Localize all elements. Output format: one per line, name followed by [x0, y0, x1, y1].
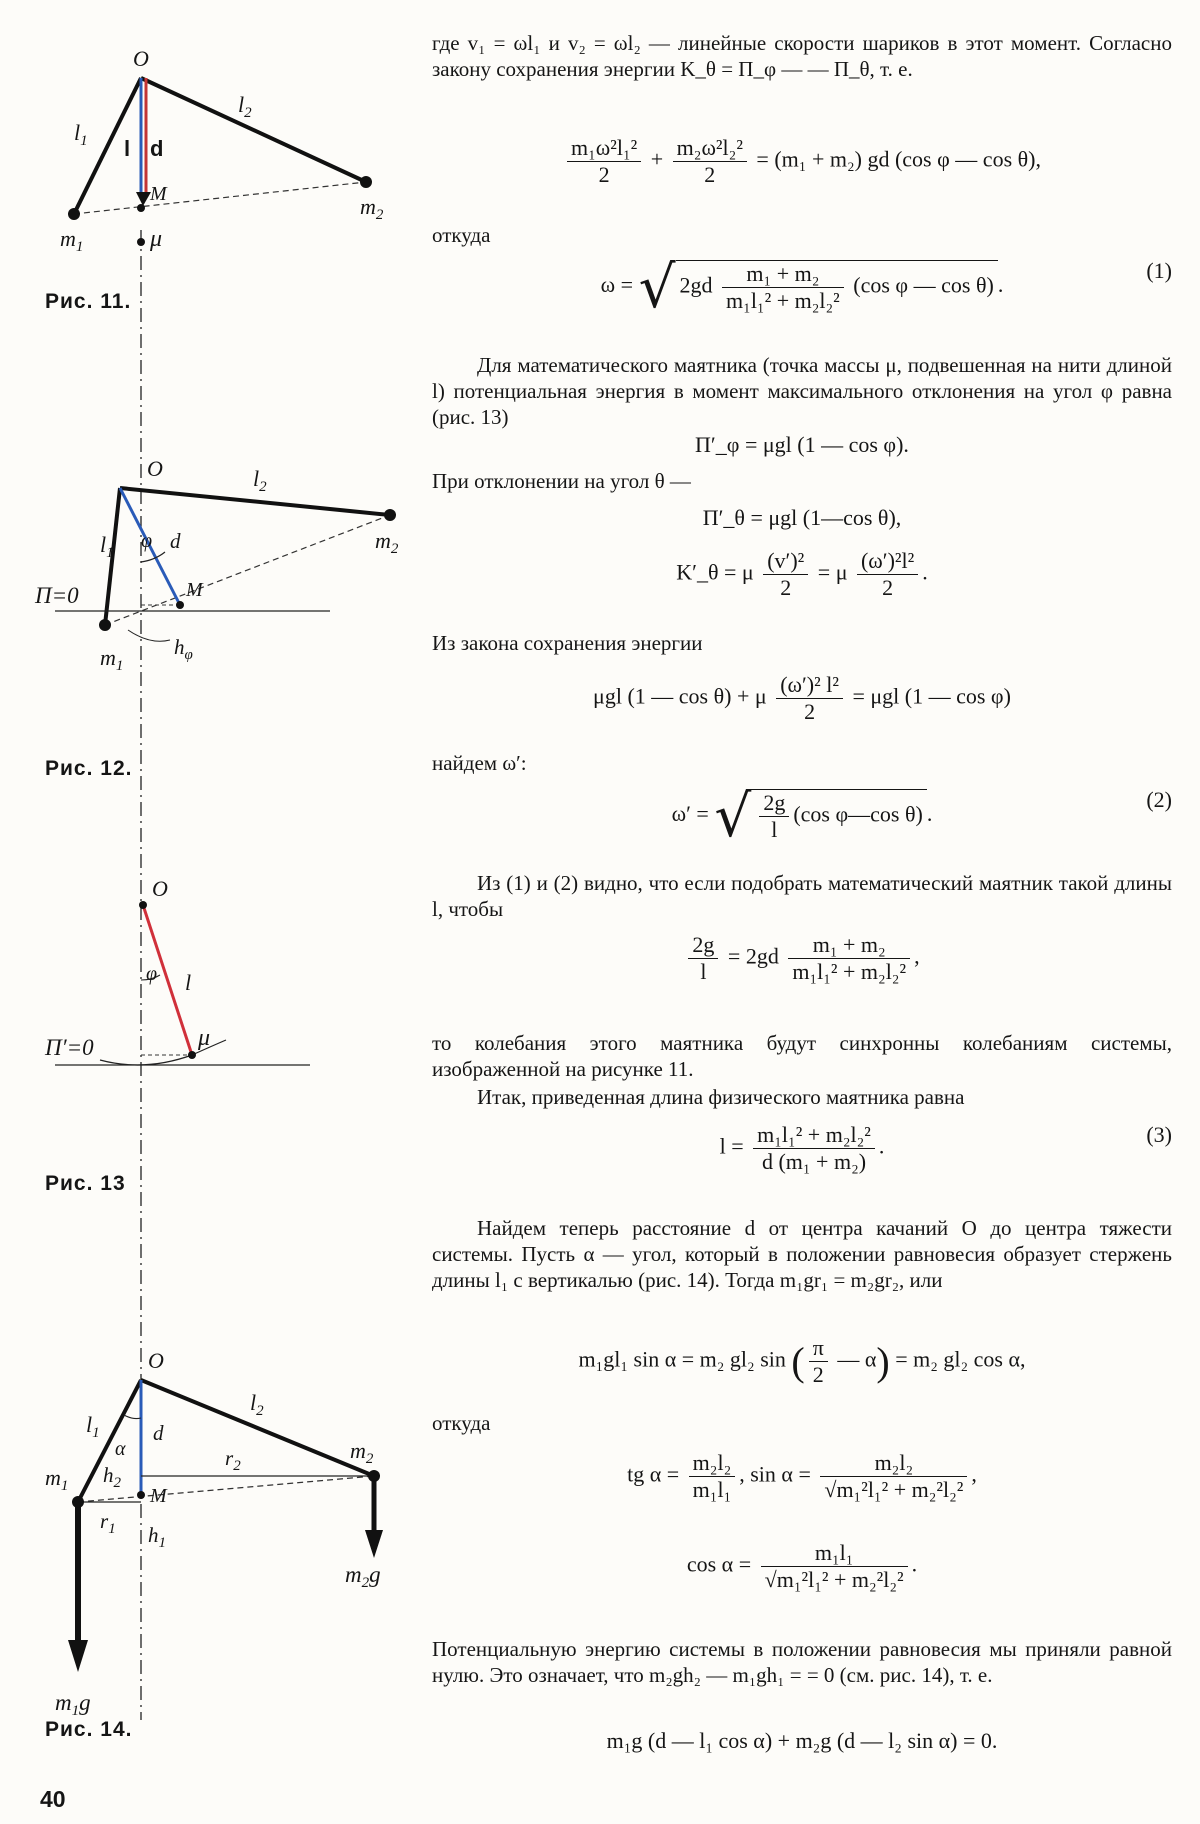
- point-M: [137, 204, 145, 212]
- label-l1: $l_1$: [74, 120, 88, 149]
- mass-m1: [99, 619, 111, 631]
- equation-1: ω = √ 2gd $\frac{\text{m₁ + m₂}}{\text{m₁l₁² + m₂l₂²}}$ (cos φ — cos θ) . (1): [600, 253, 1172, 321]
- rod-l2: [120, 488, 390, 515]
- dashed-line: [74, 182, 366, 214]
- paragraph-3: При отклонении на угол θ —: [432, 469, 691, 493]
- rod-l2: [141, 78, 366, 182]
- label-l1: $l_1$: [100, 532, 114, 561]
- alpha-arc: [124, 1415, 141, 1419]
- label-O: O: [152, 876, 168, 901]
- point-O: [139, 901, 147, 909]
- paragraph-10: Потенциальную энергию системы в положении равновесия мы приняли равной нулю. Это означает, что m₂gh₂ — m₁gh₁ = = 0 (см. рис. 14), т. е.: [432, 1637, 1172, 1687]
- label-zero-level: П′=0: [45, 1035, 94, 1060]
- word-otkuda-2: откуда: [432, 1411, 491, 1435]
- word-otkuda-1: откуда: [432, 223, 491, 247]
- label-d-bold: d: [150, 136, 164, 161]
- figures-svg: [0, 0, 400, 1824]
- page-number: 40: [40, 1786, 66, 1812]
- label-O: O: [147, 456, 163, 481]
- equation-2: ω′ = √ $\frac{2g}{l}$ (cos φ—cos θ) . (2): [671, 782, 1172, 850]
- equation-energy: $\frac{\text{m₁ω²l₁²}}{2}$ + $\frac{\text{m₂ω²l₂²}}{2}$ = (m₁ + m₂) gd (cos φ — cos θ),: [432, 135, 1172, 188]
- mass-m2: [384, 509, 396, 521]
- equation-torque: m₁gl₁ sin α = m₂ gl₂ sin ( $\frac{\pi}{2}$ — α) = m₂ gl₂ cos α,: [578, 1335, 1026, 1387]
- h-pointer: [128, 630, 170, 641]
- equation-final: m₁g (d — l₁ cos α) + m₂g (d — l₂ sin α) = 0.: [606, 1728, 998, 1753]
- rod-l2: [141, 1380, 374, 1476]
- equation-cos: cos α = $\frac{\text{m₁l₁}}{\text{√m₁²l₁² + m₂²l₂²}}$ .: [686, 1540, 918, 1592]
- figures-column: [0, 0, 400, 1824]
- label-mu: μ: [198, 1025, 211, 1051]
- label-h1: $h_1$: [148, 1523, 166, 1551]
- label-m2: $m_2$: [350, 1438, 374, 1467]
- caption-fig11: Рис. 11.: [45, 290, 132, 313]
- label-r1: $r_1$: [100, 1509, 116, 1537]
- point-mu: [137, 238, 145, 246]
- equation-tg-sin: tg α = $\frac{\text{m₂l₂}}{\text{m₁l₁}}$ , sin α = $\frac{\text{m₂l₂}}{\text{√m₁²l₁² + m₂²l₂²}}$ ,: [627, 1450, 977, 1502]
- figure-14: [45, 1348, 383, 1719]
- paragraph-5: найдем ω′:: [432, 751, 527, 775]
- caption-fig14: Рис. 14.: [45, 1718, 133, 1741]
- label-phi: φ: [141, 530, 153, 552]
- arrow-head: [136, 192, 151, 206]
- paragraph-4: Из закона сохранения энергии: [432, 631, 703, 655]
- equation-number-3: (3): [1146, 1122, 1172, 1147]
- label-d: d: [153, 1421, 164, 1445]
- force-m1g-arrow: [68, 1640, 88, 1672]
- mass-m2: [368, 1470, 380, 1482]
- paragraph-2: Для математического маятника (точка массы μ, подвешенная на нити длиной l) потенциальная энергия в момент максимального отклонения на угол φ равна (рис. 13): [432, 353, 1172, 429]
- label-O: O: [148, 1348, 164, 1373]
- label-m1: $m_1$: [100, 645, 124, 674]
- paragraph-8: Итак, приведенная длина физического маятника равна: [477, 1085, 965, 1109]
- label-mu: μ: [150, 226, 163, 252]
- label-phi: φ: [146, 963, 158, 985]
- label-l2: $l_2$: [250, 1390, 264, 1419]
- point-M: [176, 601, 184, 609]
- caption-fig13: Рис. 13: [45, 1172, 126, 1195]
- mass-m2: [360, 176, 372, 188]
- label-h-phi: $h_\varphi$: [174, 635, 193, 663]
- paragraph-7: то колебания этого маятника будут синхронны колебаниям системы, изображенной на рисунке 11.: [432, 1031, 1172, 1081]
- force-m2g-arrow: [365, 1530, 383, 1558]
- equation-3: l = $\frac{\text{m₁l₁² + m₂l₂²}}{\text{d (m₁ + m₂)}}$ . (3): [719, 1122, 1172, 1174]
- caption-fig12: Рис. 12.: [45, 757, 133, 780]
- equation-number-1: (1): [1146, 258, 1172, 283]
- label-l-bold: l: [124, 136, 131, 161]
- figure-11: [60, 46, 384, 255]
- label-r2: $r_2$: [225, 1446, 241, 1474]
- figure-13: [44, 876, 310, 1065]
- label-m1g: $m_1g$: [55, 1690, 91, 1719]
- equation-ktheta: K′_θ = μ $\frac{\text{(v′)²}}{2}$ = μ $\frac{\text{(ω′)²l²}}{2}$ .: [676, 548, 928, 600]
- label-l2: $l_2$: [238, 92, 252, 121]
- label-m2: $m_2$: [375, 528, 399, 557]
- label-O: O: [133, 46, 149, 71]
- label-M: M: [186, 579, 203, 601]
- dashed-line: [78, 1476, 374, 1502]
- label-M: M: [150, 1485, 167, 1507]
- label-l1: $l_1$: [86, 1412, 100, 1441]
- label-l: l: [185, 970, 192, 995]
- label-m2: $m_2$: [360, 194, 384, 223]
- equation-ptheta: П′_θ = μgl (1—cos θ),: [702, 505, 902, 530]
- paragraph-9: Найдем теперь расстояние d от центра качаний O до центра тяжести системы. Пусть α — угол, который в положении равновесия образует стержень длины l₁ с вертикалью (рис. 14). Тогда m₁gr₁ = m₂gr₂, или: [432, 1216, 1172, 1292]
- label-h2: $h_2$: [103, 1463, 121, 1491]
- label-zero-level: П=0: [35, 583, 79, 608]
- mass-m1: [72, 1496, 84, 1508]
- label-m1: $m_1$: [45, 1465, 69, 1494]
- equation-number-2: (2): [1146, 787, 1172, 812]
- point-mu: [188, 1051, 196, 1059]
- label-m2g: $m_2g$: [345, 1562, 381, 1591]
- label-l2: $l_2$: [253, 466, 267, 495]
- label-d: d: [170, 529, 181, 553]
- label-alpha: α: [115, 1438, 126, 1460]
- point-M: [137, 1491, 145, 1499]
- mass-m1: [68, 208, 80, 220]
- equation-pphi: П′_φ = μgl (1 — cos φ).: [695, 432, 909, 457]
- paragraph-1: где v₁ = ωl₁ и v₂ = ωl₂ — линейные скорости шариков в этот момент. Согласно закону сохранения энергии K_θ = П_φ — — П_θ, т. е.: [432, 31, 1172, 81]
- equation-conservation: μgl (1 — cos θ) + μ $\frac{\text{(ω′)² l²}}{2}$ = μgl (1 — cos φ): [593, 672, 1011, 724]
- equation-sync: $\frac{2g}{l}$ = 2gd $\frac{\text{m₁ + m₂}}{\text{m₁l₁² + m₂l₂²}}$ ,: [432, 932, 1172, 985]
- paragraph-6: Из (1) и (2) видно, что если подобрать математический маятник такой длины l, чтобы: [432, 871, 1172, 921]
- label-M: M: [150, 183, 167, 205]
- figure-12: [34, 456, 399, 674]
- label-m1: $m_1$: [60, 226, 84, 255]
